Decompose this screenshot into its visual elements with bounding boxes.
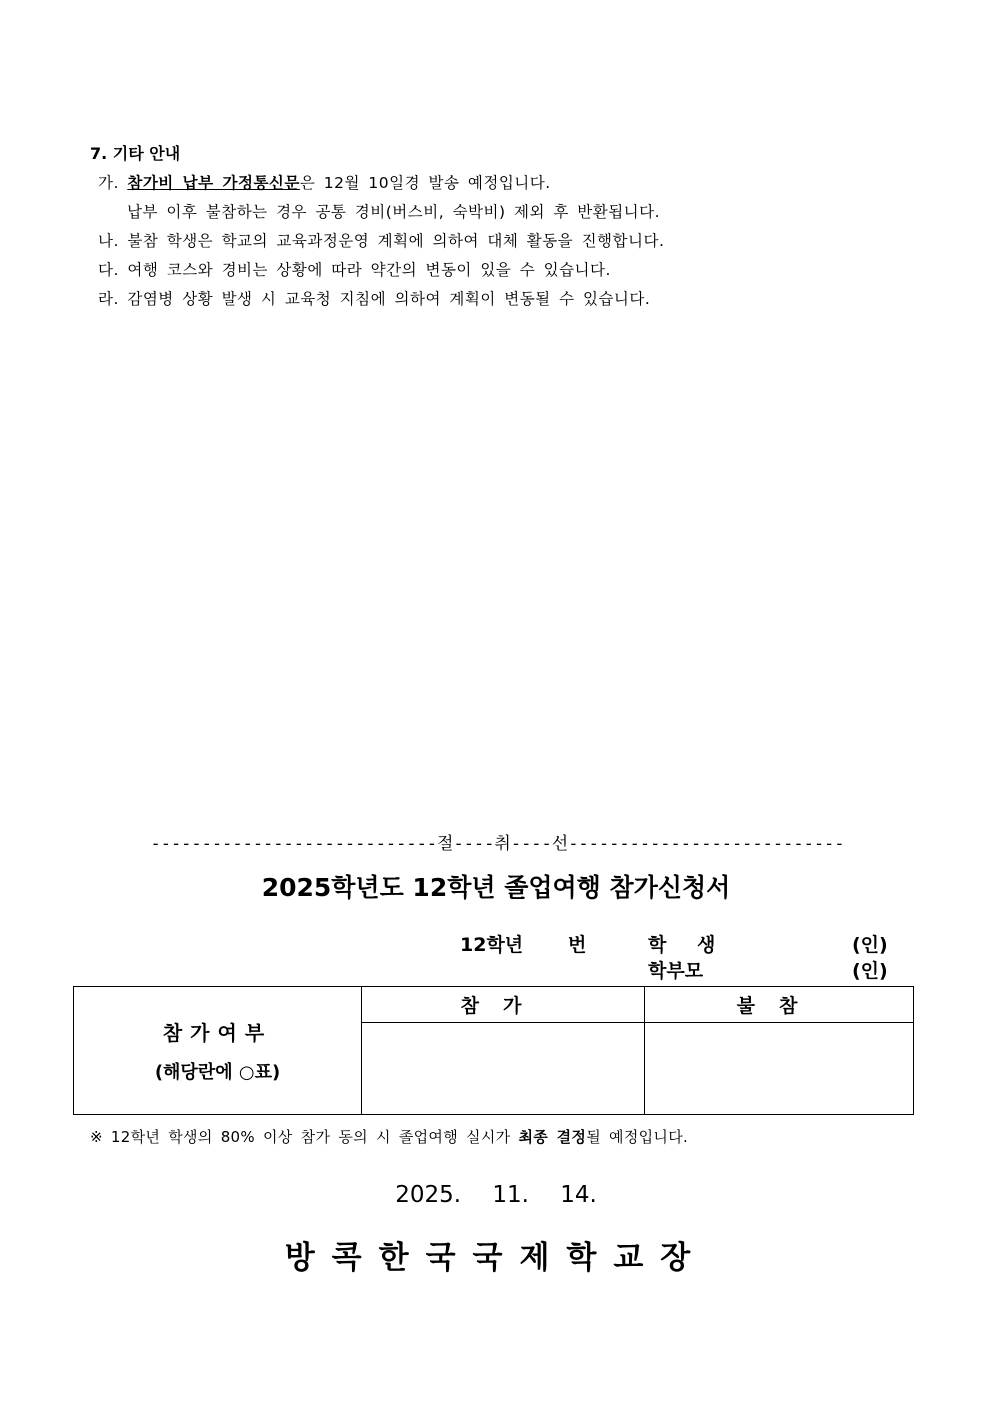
item-text: 감염병 상황 발생 시 교육청 지침에 의하여 계획이 변동될 수 있습니다. xyxy=(127,290,651,308)
notice-item-ga xyxy=(98,171,551,193)
footnote-end: 될 예정입니다. xyxy=(586,1128,689,1146)
item-text: 은 12월 10일경 발송 예정입니다. xyxy=(299,174,551,192)
footnote-bold: 최종 결정 xyxy=(518,1128,587,1146)
principal-signature: 방콕한국국제학교장 xyxy=(284,1240,708,1276)
footnote xyxy=(90,1126,688,1147)
item-prefix: 가. xyxy=(98,174,119,192)
student-seal: (인) xyxy=(852,934,888,956)
item-prefix: 다. xyxy=(98,261,119,279)
footnote-text: ※ 12학년 학생의 80% 이상 참가 동의 시 졸업여행 실시가 xyxy=(90,1128,519,1146)
section-title: 7. 기타 안내 xyxy=(90,144,181,163)
notice-item-ga-continued xyxy=(127,200,660,222)
attend-header: 참가 xyxy=(362,987,645,1023)
underlined-text: 참가비 납부 가정통신문 xyxy=(127,174,300,192)
attend-mark-cell[interactable] xyxy=(362,1023,645,1115)
student-label: 학 생 xyxy=(648,934,728,956)
absent-header: 불참 xyxy=(645,987,914,1023)
item-text: 납부 이후 불참하는 경우 공통 경비(버스비, 숙박비) 제외 후 반환됩니다. xyxy=(127,203,661,221)
item-prefix: 나. xyxy=(98,232,119,250)
notice-item-na xyxy=(98,229,664,251)
item-prefix: 라. xyxy=(98,290,119,308)
item-text: 여행 코스와 경비는 상황에 따라 약간의 변동이 있을 수 있습니다. xyxy=(127,261,611,279)
cut-line: ----------------------------절----취----선--------------------------- xyxy=(150,834,845,854)
parent-label: 학부모 xyxy=(648,960,704,982)
grade-label: 12학년 xyxy=(460,934,524,956)
number-label: 번 xyxy=(568,934,587,956)
issue-date: 2025. 11. 14. xyxy=(395,1182,597,1208)
absent-mark-cell[interactable] xyxy=(645,1023,914,1115)
participation-instruction: (해당란에 ○표) xyxy=(154,1062,281,1083)
participation-label-cell xyxy=(74,987,362,1115)
form-title: 2025학년도 12학년 졸업여행 참가신청서 xyxy=(261,873,731,902)
notice-item-ra xyxy=(98,287,650,309)
item-text: 불참 학생은 학교의 교육과정운영 계획에 의하여 대체 활동을 진행합니다. xyxy=(127,232,665,250)
notice-item-da xyxy=(98,258,611,280)
participation-table xyxy=(73,986,914,1115)
participation-label: 참가여부 xyxy=(162,1021,273,1045)
parent-seal: (인) xyxy=(852,960,888,982)
